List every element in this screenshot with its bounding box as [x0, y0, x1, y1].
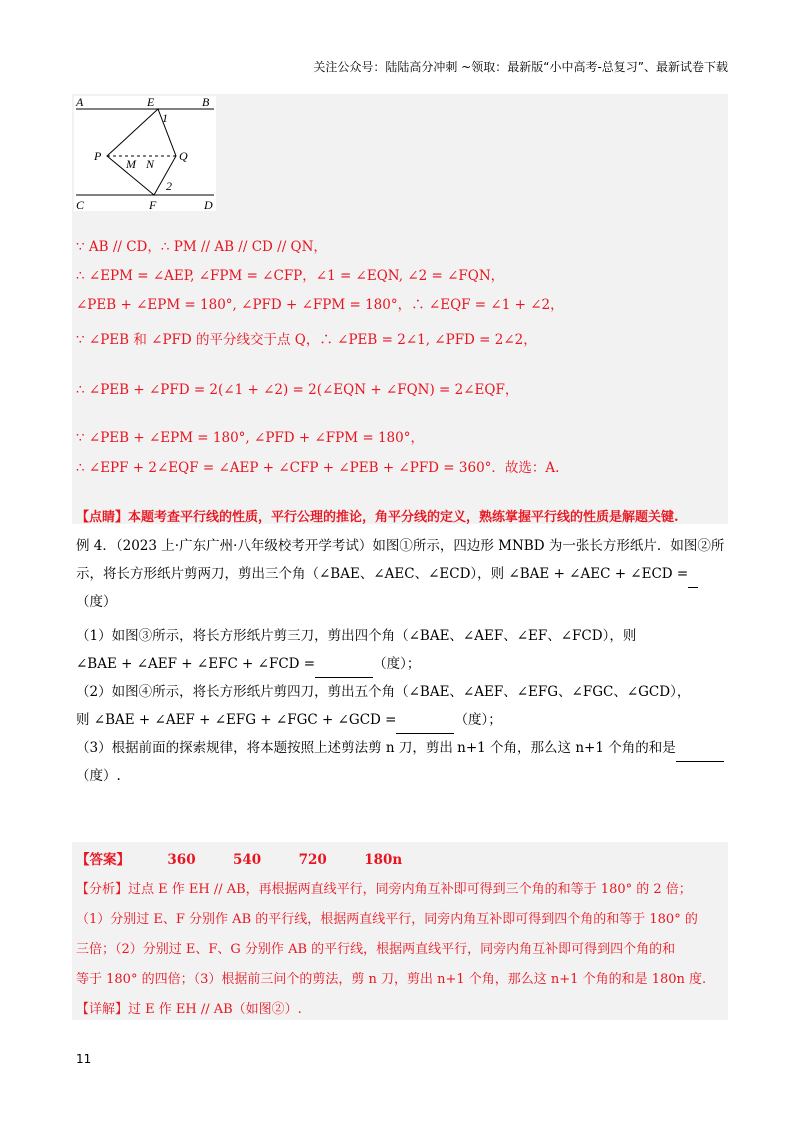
solution-line-4: ∵ ∠PEB 和 ∠PFD 的平分线交于点 Q，∴ ∠PEB = 2∠1, ∠PFD = 2∠2，: [76, 332, 537, 348]
label-b: B: [202, 96, 210, 109]
solution-line-7: ∴ ∠EPF + 2∠EQF = ∠AEP + ∠CFP + ∠PEB + ∠PFD = 360°．故选：A.: [76, 460, 560, 476]
analysis-line-2: （1）分别过 E、F 分别作 AB 的平行线，根据两直线平行，同旁内角互补即可得到四个角的和等于 180° 的: [76, 912, 698, 927]
label-a: A: [76, 96, 84, 109]
answer-value-2: 540: [233, 852, 262, 868]
analysis-line-1: 【分析】过点 E 作 EH // AB，再根据两直线平行，同旁内角互补即可得到三个角的和等于 180° 的 2 倍；: [76, 882, 692, 897]
label-e: E: [147, 96, 155, 109]
question-3-a: （3）根据前面的探索规律，将本题按照上述剪法剪 n 刀，剪出 n+1 个角，那么这 n+1 个角的和是: [76, 740, 676, 756]
label-angle-1: 1: [162, 111, 168, 125]
solution-line-3: ∠PEB + ∠EPM = 180°, ∠PFD + ∠FPM = 180°，∴ ∠EQF = ∠1 + ∠2，: [76, 297, 564, 313]
label-p: P: [94, 149, 102, 163]
label-f: F: [149, 198, 157, 211]
label-q: Q: [179, 149, 188, 163]
example-intro: 例 4．（2023 上·广东广州·八年级校考开学考试）如图①所示，四边形 MNBD 为一张长方形纸片．如图②所示，将长方形纸片剪两刀，剪出三个角（∠BAE、∠AEC、∠ECD），则 ∠BAE + ∠AEC + ∠ECD =: [76, 538, 725, 582]
solution-line-2: ∴ ∠EPM = ∠AEP, ∠FPM = ∠CFP，∠1 = ∠EQN, ∠2 = ∠FQN，: [76, 268, 505, 284]
answer-line: [76, 848, 402, 868]
comment-line: 【点睛】本题考查平行线的性质，平行公理的推论，角平分线的定义，熟练掌握平行线的性质是解题关键.: [76, 510, 679, 525]
answer-value-4: 180n: [364, 852, 403, 868]
example-intro-end: （度）: [76, 594, 117, 610]
label-m: M: [126, 157, 136, 171]
label-n: N: [146, 157, 155, 171]
page-header: 关注公众号：陆陆高分冲刺 ~领取：最新版“小中高考-总复习”、最新试卷下载: [313, 60, 728, 74]
question-1-c: （度）；: [373, 656, 421, 672]
question-2-c: （度）；: [454, 712, 502, 728]
answer-value-1: 360: [167, 852, 196, 868]
question-2-b: 则 ∠BAE + ∠AEF + ∠EFG + ∠FGC + ∠GCD =: [76, 712, 397, 728]
label-d: D: [204, 198, 213, 211]
label-angle-2: 2: [166, 179, 172, 193]
question-2-a: （2）如图④所示，将长方形纸片剪四刀，剪出五个角（∠BAE、∠AEF、∠EFG、∠FGC、∠GCD），: [76, 684, 691, 700]
analysis-line-4: 等于 180° 的四倍；（3）根据前三问个的剪法，剪 n 刀，剪出 n+1 个角，那么这 n+1 个角的和是 180n 度.: [76, 972, 707, 987]
geometry-figure: [74, 96, 216, 211]
page-number: 11: [76, 1052, 92, 1066]
example-question: [76, 532, 726, 790]
label-c: C: [76, 198, 85, 211]
question-1-b: ∠BAE + ∠AEF + ∠EFC + ∠FCD =: [76, 656, 316, 672]
solution-line-1: ∵ AB // CD，∴ PM // AB // CD // QN，: [76, 239, 327, 255]
solution-line-5: ∴ ∠PEB + ∠PFD = 2(∠1 + ∠2) = 2(∠EQN + ∠FQN) = 2∠EQF，: [76, 382, 519, 398]
question-1-a: （1）如图③所示，将长方形纸片剪三刀，剪出四个角（∠BAE、∠AEF、∠EF、∠FCD），则: [76, 628, 637, 644]
answer-value-3: 720: [298, 852, 327, 868]
question-3-b: （度）.: [76, 768, 121, 784]
analysis-line-5: 【详解】过 E 作 EH // AB（如图②）.: [76, 1002, 302, 1017]
analysis-line-3: 三倍；（2）分别过 E、F、G 分别作 AB 的平行线，根据两直线平行，同旁内角互补即可得到四个角的和: [76, 942, 676, 957]
solution-line-6: ∵ ∠PEB + ∠EPM = 180°, ∠PFD + ∠FPM = 180°，: [76, 430, 424, 446]
answer-panel: [72, 842, 728, 1020]
answer-label: 【答案】: [76, 852, 130, 868]
